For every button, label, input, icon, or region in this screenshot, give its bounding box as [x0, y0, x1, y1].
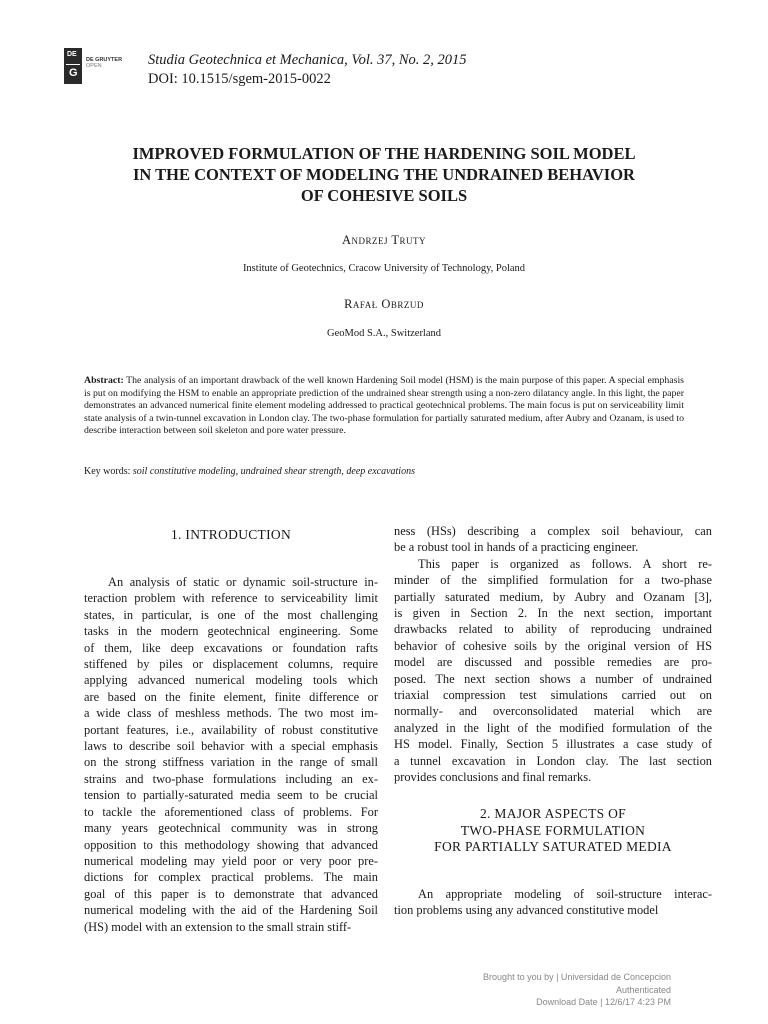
text-line: is given in Section 2. In the next section, important: [394, 606, 712, 621]
keywords: [84, 465, 684, 478]
text-line: ness (HSs) describing a complex soil behaviour, can: [394, 524, 712, 538]
text-line: portant features, i.e., availability of robust constitutive: [84, 722, 378, 737]
logo-line2: G: [69, 67, 78, 79]
paper-title: [84, 143, 684, 206]
keywords-label: Key words:: [84, 466, 131, 477]
section-heading-introduction: 1. INTRODUCTION: [171, 527, 291, 542]
text-line: a wide class of meshless methods. The two most im-: [84, 706, 378, 721]
keywords-text: soil constitutive modeling, undrained shear strength, deep excavations: [132, 466, 415, 477]
text-line: provides conclusions and final remarks.: [394, 770, 592, 785]
text-line: An appropriate modeling of soil-structure interac-: [418, 887, 712, 901]
text-line: opposition to this methodology showing that advanced: [84, 837, 378, 852]
section-heading-line: TWO-PHASE FORMULATION: [460, 822, 646, 838]
doi-link[interactable]: DOI: 10.1515/sgem-2015-0022: [148, 71, 331, 87]
text-line: stiffened by piles or displacement columns, require: [84, 657, 378, 672]
text-line: HS model. Finally, Section 5 illustrates a case study of: [394, 737, 712, 752]
text-line: tension to partially-saturated media seem to be crucial: [84, 788, 378, 803]
section2-body: [394, 886, 712, 919]
publisher-open-label: OPEN: [86, 63, 102, 69]
text-line: numerical modeling with the aid of the Hardening Soil: [84, 903, 378, 918]
text-line: minder of the simplified formulation for a two-phase: [394, 573, 712, 588]
text-line: model are discussed and possible remedies are pro-: [394, 655, 712, 670]
section-heading-two-phase: [394, 806, 712, 856]
text-line: teraction problem with reference to serviceability limit: [84, 591, 378, 606]
logo-line1: DE: [67, 51, 77, 58]
journal-citation: Studia Geotechnica et Mechanica, Vol. 37, No. 2, 2015: [148, 52, 467, 68]
text-line: are based on the finite element, finite difference or: [84, 689, 378, 704]
text-line: posed. The next section shows a number of undrained: [394, 671, 712, 686]
text-line: triaxial compression test simulations carried out on: [394, 688, 712, 703]
text-line: This paper is organized as follows. A short re-: [418, 556, 712, 571]
text-line: be a robust tool in hands of a practicing engineer.: [394, 540, 639, 555]
text-line: a tunnel excavation in London clay. The last section: [394, 753, 712, 768]
text-line: to tackle the aforementioned class of problems. For: [84, 804, 378, 819]
text-line: behavior of cohesive soils by the original version of HS: [394, 638, 712, 653]
intro-right-column: [394, 523, 712, 786]
text-line: goal of this paper is to demonstrate that advanced: [84, 886, 378, 901]
text-line: tasks in the modern geotechnical engineering. Some: [84, 624, 378, 639]
abstract-label: Abstract:: [84, 375, 124, 386]
abstract: [84, 375, 684, 438]
title-line: IN THE CONTEXT OF MODELING THE UNDRAINED BEHAVIOR: [133, 165, 635, 184]
text-line: partially saturated medium, by Aubry and Ozanam [3],: [394, 589, 712, 604]
text-line: applying advanced numerical modeling tools which: [84, 673, 378, 688]
download-footer: [483, 971, 671, 1009]
text-line: on the strong stiffness variation in the range of small: [84, 755, 378, 770]
author-affiliation: Institute of Geotechnics, Cracow University of Technology, Poland: [242, 263, 526, 274]
text-line: states, in particular, is one of the most challenging: [84, 607, 378, 622]
text-line: (HS) model with an extension to the small strain stiff-: [84, 919, 352, 934]
text-line: of them, like deep excavations or foundation rafts: [84, 640, 378, 655]
footer-line: Authenticated: [615, 984, 671, 995]
text-line: many years geotechnical community was in strong: [84, 821, 378, 836]
publisher-logo-icon: [64, 48, 82, 84]
title-line: IMPROVED FORMULATION OF THE HARDENING SOIL MODEL: [132, 144, 636, 163]
text-line: normally- and overconsolidated material which are: [394, 704, 712, 719]
intro-left-column: [84, 574, 378, 935]
publisher-name: [86, 57, 136, 69]
logo-divider: [66, 64, 80, 65]
text-line: drawbacks related to ability of reproducing undrained: [394, 622, 712, 637]
text-line: dictions for complex practical problems. The main: [84, 870, 378, 885]
section-heading-line: FOR PARTIALLY SATURATED MEDIA: [434, 839, 672, 854]
footer-line: Brought to you by | Universidad de Concepcion: [483, 972, 671, 982]
text-line: An analysis of static or dynamic soil-structure in-: [108, 575, 378, 589]
publisher-label: DE GRUYTER: [86, 57, 123, 63]
author-name: Andrzej Truty: [341, 233, 427, 247]
author-affiliation: GeoMod S.A., Switzerland: [326, 328, 442, 339]
section-heading-line: 2. MAJOR ASPECTS OF: [480, 806, 626, 821]
title-line: OF COHESIVE SOILS: [300, 186, 468, 205]
text-line: laws to describe soil behavior with a special emphasis: [84, 739, 378, 754]
footer-line: Download Date | 12/6/17 4:23 PM: [536, 997, 671, 1007]
author-name: Rafał Obrzud: [344, 297, 424, 311]
abstract-text: The analysis of an important drawback of the well known Hardening Soil model (HSM) is the main purpose of this paper. A special emphasis is put on modifying the HSM to enable an appropriate prediction of the undrained shear strength using a non-zero dilatancy angle. In this light, the paper demonstrates an advanced numerical finite element modeling addressed to practical geotechnical problems. The main focus is put on serviceability limit state analysis of a twin-tunnel excavation in London clay. The two-phase formulation for partially saturated medium, after Aubry and Ozanam, is used to describe interaction between soil skeleton and pore water pressure.: [84, 375, 684, 436]
text-line: numerical modeling may yield poor or very poor pre-: [84, 853, 378, 868]
text-line: analyzed in the light of the modified formulation of the: [394, 720, 712, 735]
text-line: strains and two-phase formulations including an ex-: [84, 771, 378, 786]
text-line: tion problems using any advanced constitutive model: [394, 903, 659, 918]
